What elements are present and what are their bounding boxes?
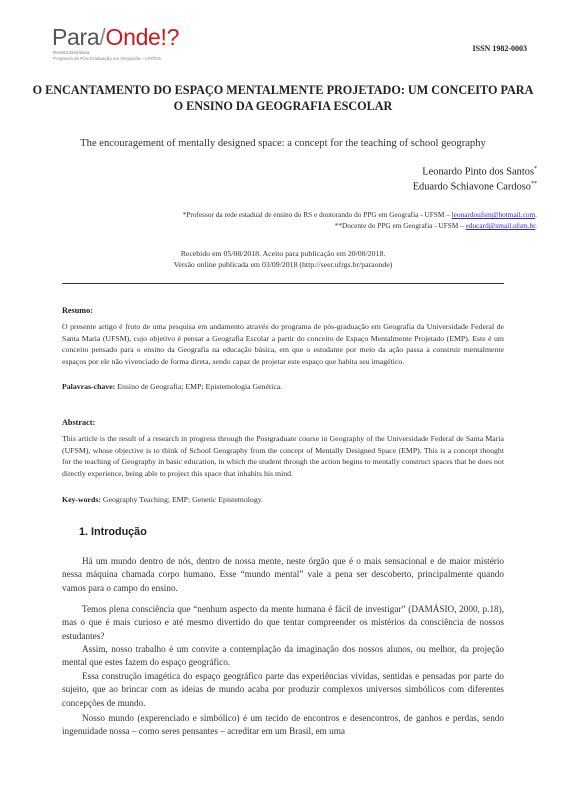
intro-paragraph-3: Assim, nosso trabalho é um convite a contemplação da imaginação dos nossos alunos, ou melhor, da projeção mental que estes fazem do espaço geográfico.: [62, 644, 504, 668]
article-title-english: The encouragement of mentally designed space: a concept for the teaching of school geography: [80, 138, 486, 149]
section-heading-introducao: 1. Introdução: [79, 526, 147, 538]
key-words: Key-words: Geography Teaching; EMP; Genetic Epistemology.: [62, 495, 264, 504]
intro-paragraph-2: Temos plena consciência que “nenhum aspecto da mente humana é fácil de investigar” (DAMÁSIO, 2000, p.18), mas o que é mais curioso e até mesmo divertido do que tentar compreender os mistérios da consciência de nossos estudantes?: [62, 604, 504, 641]
author-2: Eduardo Schiavone Cardoso**: [412, 181, 537, 193]
affiliation-1: *Professor da rede estadual de ensino do RS e doutorando do PPG em Geografia - UFSM – leonardoufsm@hotmail.com.: [182, 210, 537, 219]
affiliation-2: **Docente do PPG em Geografia - UFSM – educard@smail.ufsm.br.: [334, 221, 537, 230]
abstract-text: This article is the result of a research in progress through the Postgraduate course in Geography of the Universidade Federal de Santa Maria (UFSM), whose objective is to think of School Geography from the concept of Mentally Designed Space (EMP). This is a concept thought for the teaching of Geography in basic education, in which the student through the action begins to mentally construct spaces that he does not directly experience, being able to project this space that inhabits his mind.: [62, 434, 504, 478]
resumo-text: O presente artigo é fruto de uma pesquisa em andamento através do programa de pós-graduação em Geografia da Universidade Federal de Santa Maria (UFSM), cujo objetivo é pensar a Geografia Escolar a partir do conceito de Espaço Mentalmente Projetado (EMP). Este é um conceito pensado para o ensino da Geografia na educação básica, em que o estudante por meio da ação passa a construir mentalmente espaços por ele não vivenciado de forma direta, sendo capaz de projetar este espaço que habita seu imagético.: [62, 322, 504, 366]
intro-paragraph-1: Há um mundo dentro de nós, dentro de nossa mente, neste órgão que é o mais sensacional e de maior mistério nessa máquina chamada corpo humano. Esse “mundo mental” vale a pena ser descoberto, principalmente quando vamos para o campo do ensino.: [62, 556, 504, 593]
abstract-label: Abstract:: [62, 418, 96, 427]
intro-paragraph-4: Essa construção imagética do espaço geográfico parte das experiências vividas, sentidas e pensadas por parte do sujeito, que ao brincar com as ideias de mundo acaba por produzir complexos universos simbólicos com diferentes concepções de mundo.: [62, 671, 504, 708]
received-dates: Recebido em 05/08/2018. Aceito para publicação em 20/08/2018.: [180, 249, 386, 258]
online-version: Versão online publicada em 03/09/2018 (http://seer.ufrgs.br/paraonde): [173, 260, 393, 269]
logo-subtitle: Revista Eletrônica: [53, 50, 90, 55]
email-link-1[interactable]: leonardoufsm@hotmail.com: [451, 210, 536, 219]
article-title: O ENCANTAMENTO DO ESPAÇO MENTALMENTE PROJETADO: UM CONCEITO PARA O ENSINO DA GEOGRAFIA ESCOLAR: [32, 83, 534, 113]
intro-paragraph-5: Nosso mundo (experenciado e simbólico) é um tecido de encontros e desencontros, de ganhos e perdas, sendo ingenuidade nossa – como seres pensantes – acreditar em um Brasil, em uma: [62, 713, 504, 737]
divider: [62, 283, 504, 284]
palavras-chave: Palavras-chave: Ensino de Geografia; EMP; Epistemologia Genética.: [62, 382, 283, 391]
email-link-2[interactable]: educard@smail.ufsm.br: [465, 221, 536, 230]
resumo-label: Resumo:: [62, 306, 93, 315]
author-1: Leonardo Pinto dos Santos*: [422, 166, 537, 178]
logo-program: Programa de Pós-Graduação em Geografia – UFRGS: [53, 56, 162, 61]
issn: ISSN 1982-0003: [472, 44, 527, 53]
journal-logo: [52, 24, 192, 68]
logo-wordmark: Para/Onde!?: [52, 24, 180, 50]
